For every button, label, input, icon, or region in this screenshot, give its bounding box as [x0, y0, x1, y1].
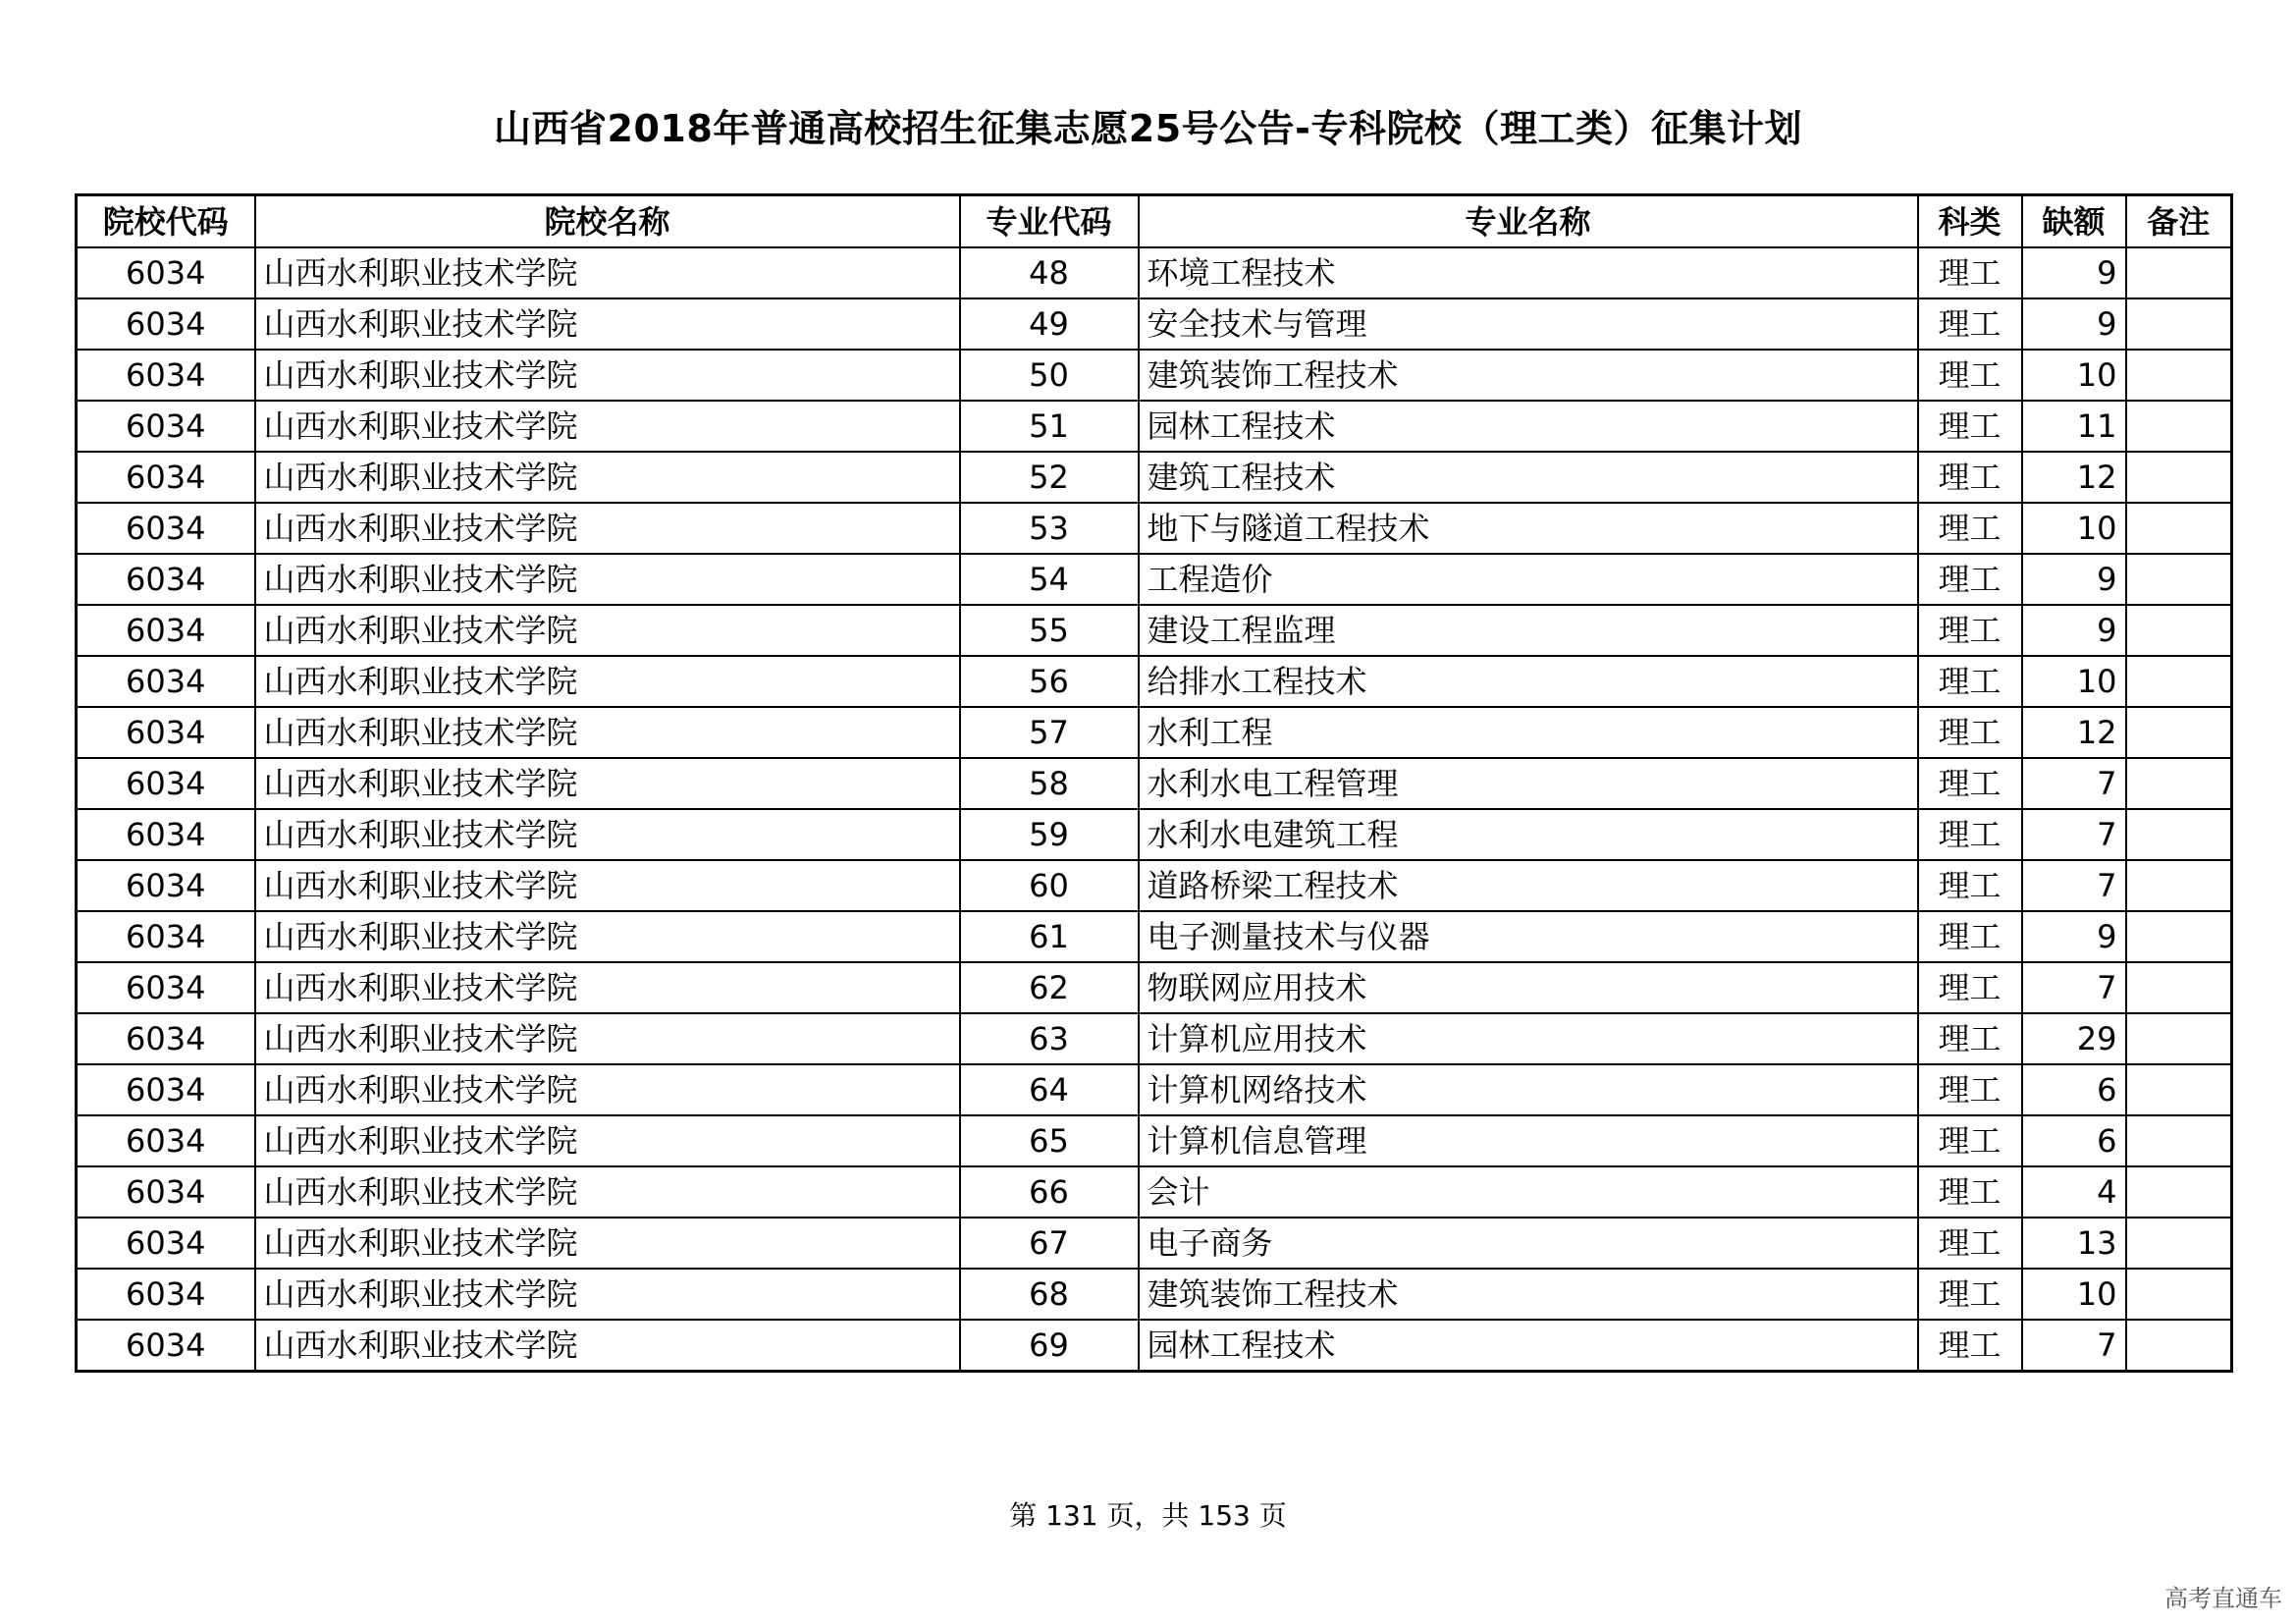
- cell-category: 理工: [1918, 911, 2022, 962]
- table-row: [77, 247, 2232, 298]
- cell-major-code: 58: [960, 758, 1139, 809]
- cell-note: [2126, 758, 2232, 809]
- cell-major-code: 52: [960, 452, 1139, 503]
- cell-major-code: 63: [960, 1013, 1139, 1064]
- header-note: 备注: [2126, 195, 2232, 248]
- cell-school-code: 6034: [77, 298, 255, 350]
- cell-category: 理工: [1918, 758, 2022, 809]
- cell-note: [2126, 1115, 2232, 1166]
- cell-vacancy: 12: [2022, 452, 2126, 503]
- cell-note: [2126, 452, 2232, 503]
- cell-major-code: 69: [960, 1320, 1139, 1372]
- cell-vacancy: 7: [2022, 962, 2126, 1013]
- cell-major-code: 51: [960, 401, 1139, 452]
- cell-school-code: 6034: [77, 350, 255, 401]
- table-row: [77, 1218, 2232, 1269]
- cell-school-code: 6034: [77, 707, 255, 758]
- cell-category: 理工: [1918, 503, 2022, 554]
- table-row: [77, 503, 2232, 554]
- header-category: 科类: [1918, 195, 2022, 248]
- table-row: [77, 1115, 2232, 1166]
- cell-major-code: 68: [960, 1269, 1139, 1320]
- cell-category: 理工: [1918, 605, 2022, 656]
- cell-note: [2126, 1218, 2232, 1269]
- cell-note: [2126, 1064, 2232, 1115]
- cell-category: 理工: [1918, 1269, 2022, 1320]
- header-major-code: 专业代码: [960, 195, 1139, 248]
- cell-category: 理工: [1918, 1218, 2022, 1269]
- cell-major-name: 建筑装饰工程技术: [1139, 1269, 1918, 1320]
- cell-major-name: 计算机网络技术: [1139, 1064, 1918, 1115]
- cell-school-name: 山西水利职业技术学院: [255, 1269, 960, 1320]
- cell-major-name: 道路桥梁工程技术: [1139, 860, 1918, 911]
- cell-major-code: 65: [960, 1115, 1139, 1166]
- table-row: [77, 860, 2232, 911]
- cell-note: [2126, 1013, 2232, 1064]
- cell-note: [2126, 911, 2232, 962]
- cell-note: [2126, 247, 2232, 298]
- cell-note: [2126, 860, 2232, 911]
- cell-major-name: 水利水电建筑工程: [1139, 809, 1918, 860]
- cell-school-code: 6034: [77, 452, 255, 503]
- table-row: [77, 809, 2232, 860]
- cell-major-code: 66: [960, 1166, 1139, 1218]
- page-footer: 第 131 页，共 153 页: [1009, 1499, 1287, 1532]
- cell-school-name: 山西水利职业技术学院: [255, 298, 960, 350]
- cell-school-code: 6034: [77, 1115, 255, 1166]
- cell-category: 理工: [1918, 452, 2022, 503]
- cell-major-name: 建筑工程技术: [1139, 452, 1918, 503]
- cell-school-code: 6034: [77, 758, 255, 809]
- cell-note: [2126, 350, 2232, 401]
- cell-major-name: 地下与隧道工程技术: [1139, 503, 1918, 554]
- table-row: [77, 350, 2232, 401]
- cell-note: [2126, 1320, 2232, 1372]
- table-row: [77, 401, 2232, 452]
- cell-vacancy: 9: [2022, 298, 2126, 350]
- table-row: [77, 1064, 2232, 1115]
- cell-major-name: 环境工程技术: [1139, 247, 1918, 298]
- cell-school-code: 6034: [77, 962, 255, 1013]
- table-row: [77, 605, 2232, 656]
- cell-vacancy: 10: [2022, 1269, 2126, 1320]
- cell-major-name: 物联网应用技术: [1139, 962, 1918, 1013]
- cell-major-code: 57: [960, 707, 1139, 758]
- cell-major-code: 61: [960, 911, 1139, 962]
- cell-major-code: 54: [960, 554, 1139, 605]
- cell-school-name: 山西水利职业技术学院: [255, 1320, 960, 1372]
- cell-school-code: 6034: [77, 503, 255, 554]
- cell-school-name: 山西水利职业技术学院: [255, 401, 960, 452]
- cell-vacancy: 7: [2022, 809, 2126, 860]
- cell-major-code: 53: [960, 503, 1139, 554]
- header-school-name: 院校名称: [255, 195, 960, 248]
- cell-school-name: 山西水利职业技术学院: [255, 1064, 960, 1115]
- cell-school-name: 山西水利职业技术学院: [255, 758, 960, 809]
- cell-note: [2126, 809, 2232, 860]
- cell-major-code: 64: [960, 1064, 1139, 1115]
- cell-major-name: 计算机应用技术: [1139, 1013, 1918, 1064]
- cell-major-name: 工程造价: [1139, 554, 1918, 605]
- cell-school-code: 6034: [77, 656, 255, 707]
- cell-school-name: 山西水利职业技术学院: [255, 860, 960, 911]
- cell-school-name: 山西水利职业技术学院: [255, 503, 960, 554]
- cell-category: 理工: [1918, 554, 2022, 605]
- cell-major-code: 59: [960, 809, 1139, 860]
- cell-category: 理工: [1918, 1166, 2022, 1218]
- cell-note: [2126, 503, 2232, 554]
- header-major-name: 专业名称: [1139, 195, 1918, 248]
- cell-major-code: 67: [960, 1218, 1139, 1269]
- cell-note: [2126, 962, 2232, 1013]
- table-row: [77, 452, 2232, 503]
- table-row: [77, 758, 2232, 809]
- cell-category: 理工: [1918, 401, 2022, 452]
- cell-school-code: 6034: [77, 809, 255, 860]
- cell-vacancy: 11: [2022, 401, 2126, 452]
- cell-note: [2126, 298, 2232, 350]
- watermark: 高考直通车: [2164, 1585, 2282, 1612]
- cell-school-name: 山西水利职业技术学院: [255, 1115, 960, 1166]
- table-row: [77, 707, 2232, 758]
- cell-school-name: 山西水利职业技术学院: [255, 809, 960, 860]
- cell-vacancy: 7: [2022, 860, 2126, 911]
- cell-major-name: 园林工程技术: [1139, 401, 1918, 452]
- cell-major-code: 48: [960, 247, 1139, 298]
- cell-vacancy: 6: [2022, 1115, 2126, 1166]
- cell-school-code: 6034: [77, 1269, 255, 1320]
- cell-school-name: 山西水利职业技术学院: [255, 350, 960, 401]
- cell-category: 理工: [1918, 247, 2022, 298]
- cell-school-code: 6034: [77, 605, 255, 656]
- cell-note: [2126, 401, 2232, 452]
- cell-major-name: 水利水电工程管理: [1139, 758, 1918, 809]
- header-vacancy: 缺额: [2022, 195, 2126, 248]
- cell-major-code: 62: [960, 962, 1139, 1013]
- cell-category: 理工: [1918, 860, 2022, 911]
- cell-note: [2126, 656, 2232, 707]
- cell-school-name: 山西水利职业技术学院: [255, 911, 960, 962]
- cell-major-name: 安全技术与管理: [1139, 298, 1918, 350]
- cell-major-name: 给排水工程技术: [1139, 656, 1918, 707]
- cell-school-code: 6034: [77, 247, 255, 298]
- cell-school-code: 6034: [77, 401, 255, 452]
- cell-note: [2126, 605, 2232, 656]
- cell-major-code: 49: [960, 298, 1139, 350]
- cell-school-name: 山西水利职业技术学院: [255, 1218, 960, 1269]
- cell-school-name: 山西水利职业技术学院: [255, 656, 960, 707]
- cell-vacancy: 9: [2022, 247, 2126, 298]
- cell-school-name: 山西水利职业技术学院: [255, 962, 960, 1013]
- cell-note: [2126, 554, 2232, 605]
- cell-major-name: 会计: [1139, 1166, 1918, 1218]
- cell-vacancy: 9: [2022, 911, 2126, 962]
- header-school-code: 院校代码: [77, 195, 255, 248]
- table-row: [77, 1166, 2232, 1218]
- cell-school-code: 6034: [77, 1218, 255, 1269]
- cell-major-code: 55: [960, 605, 1139, 656]
- cell-category: 理工: [1918, 707, 2022, 758]
- cell-vacancy: 29: [2022, 1013, 2126, 1064]
- cell-category: 理工: [1918, 809, 2022, 860]
- cell-major-name: 水利工程: [1139, 707, 1918, 758]
- table-row: [77, 1013, 2232, 1064]
- cell-major-code: 50: [960, 350, 1139, 401]
- cell-school-code: 6034: [77, 911, 255, 962]
- cell-vacancy: 10: [2022, 656, 2126, 707]
- cell-major-code: 56: [960, 656, 1139, 707]
- cell-vacancy: 9: [2022, 554, 2126, 605]
- cell-note: [2126, 1166, 2232, 1218]
- cell-major-name: 电子商务: [1139, 1218, 1918, 1269]
- page-title: 山西省2018年普通高校招生征集志愿25号公告-专科院校（理工类）征集计划: [494, 107, 1802, 150]
- cell-category: 理工: [1918, 656, 2022, 707]
- cell-school-name: 山西水利职业技术学院: [255, 1166, 960, 1218]
- table-row: [77, 554, 2232, 605]
- cell-category: 理工: [1918, 350, 2022, 401]
- cell-school-name: 山西水利职业技术学院: [255, 605, 960, 656]
- table-row: [77, 911, 2232, 962]
- cell-vacancy: 12: [2022, 707, 2126, 758]
- cell-note: [2126, 1269, 2232, 1320]
- cell-category: 理工: [1918, 1320, 2022, 1372]
- table-row: [77, 1269, 2232, 1320]
- table-row: [77, 1320, 2232, 1372]
- cell-school-code: 6034: [77, 1013, 255, 1064]
- cell-category: 理工: [1918, 298, 2022, 350]
- cell-major-name: 建设工程监理: [1139, 605, 1918, 656]
- cell-school-name: 山西水利职业技术学院: [255, 554, 960, 605]
- cell-major-name: 建筑装饰工程技术: [1139, 350, 1918, 401]
- cell-note: [2126, 707, 2232, 758]
- cell-school-code: 6034: [77, 554, 255, 605]
- cell-school-name: 山西水利职业技术学院: [255, 1013, 960, 1064]
- cell-school-name: 山西水利职业技术学院: [255, 452, 960, 503]
- cell-major-name: 计算机信息管理: [1139, 1115, 1918, 1166]
- cell-school-name: 山西水利职业技术学院: [255, 247, 960, 298]
- cell-vacancy: 9: [2022, 605, 2126, 656]
- cell-category: 理工: [1918, 1064, 2022, 1115]
- cell-vacancy: 6: [2022, 1064, 2126, 1115]
- cell-major-name: 电子测量技术与仪器: [1139, 911, 1918, 962]
- table-row: [77, 962, 2232, 1013]
- recruitment-plan-table: [75, 193, 2233, 1373]
- cell-major-code: 60: [960, 860, 1139, 911]
- cell-vacancy: 10: [2022, 503, 2126, 554]
- cell-vacancy: 10: [2022, 350, 2126, 401]
- cell-vacancy: 7: [2022, 1320, 2126, 1372]
- cell-category: 理工: [1918, 1115, 2022, 1166]
- cell-vacancy: 4: [2022, 1166, 2126, 1218]
- cell-school-name: 山西水利职业技术学院: [255, 707, 960, 758]
- table-header-row: [77, 195, 2232, 248]
- cell-school-code: 6034: [77, 1064, 255, 1115]
- cell-vacancy: 7: [2022, 758, 2126, 809]
- table-row: [77, 298, 2232, 350]
- cell-major-name: 园林工程技术: [1139, 1320, 1918, 1372]
- cell-vacancy: 13: [2022, 1218, 2126, 1269]
- cell-category: 理工: [1918, 962, 2022, 1013]
- cell-school-code: 6034: [77, 860, 255, 911]
- cell-school-code: 6034: [77, 1166, 255, 1218]
- cell-school-code: 6034: [77, 1320, 255, 1372]
- cell-category: 理工: [1918, 1013, 2022, 1064]
- table-row: [77, 656, 2232, 707]
